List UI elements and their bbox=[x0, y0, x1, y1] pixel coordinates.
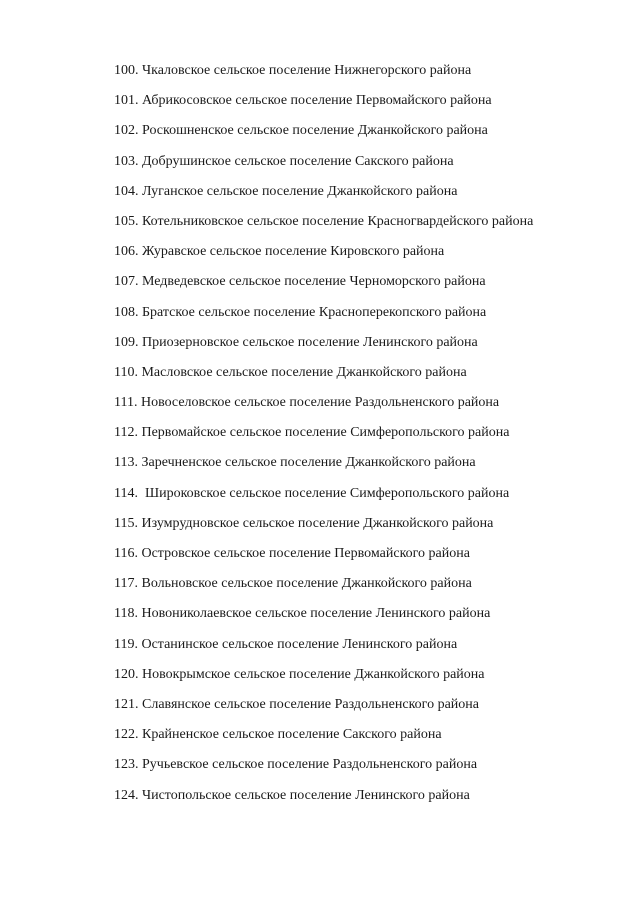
list-item: 117. Вольновское сельское поселение Джанкойского района bbox=[114, 576, 472, 592]
list-item: 113. Заречненское сельское поселение Джанкойского района bbox=[114, 455, 476, 471]
list-item: 110. Масловское сельское поселение Джанкойского района bbox=[114, 364, 467, 380]
list-item: 109. Приозерновское сельское поселение Ленинского района bbox=[114, 334, 478, 350]
list-item: 108. Братское сельское поселение Красноперекопского района bbox=[114, 304, 487, 320]
list-item: 122. Крайненское сельское поселение Сакского района bbox=[114, 727, 442, 743]
list-item: 114. Широковское сельское поселение Симферопольского района bbox=[114, 485, 510, 501]
list-item: 121. Славянское сельское поселение Раздольненского района bbox=[114, 696, 479, 712]
list-item: 106. Журавское сельское поселение Кировского района bbox=[114, 244, 445, 260]
list-item: 111. Новоселовское сельское поселение Раздольненского района bbox=[114, 395, 500, 411]
list-item: 107. Медведевское сельское поселение Черноморского района bbox=[114, 274, 486, 290]
list-item: 112. Первомайское сельское поселение Симферопольского района bbox=[114, 425, 510, 441]
list-item: 123. Ручьевское сельское поселение Раздольненского района bbox=[114, 757, 478, 773]
list-item: 103. Добрушинское сельское поселение Сакского района bbox=[114, 153, 454, 169]
list-item: 102. Роскошненское сельское поселение Джанкойского района bbox=[114, 123, 488, 139]
list-item: 100. Чкаловское сельское поселение Нижнегорского района bbox=[114, 63, 472, 78]
list-item: 101. Абрикосовское сельское поселение Первомайского района bbox=[114, 93, 492, 109]
list-item: 105. Котельниковское сельское поселение Красногвардейского района bbox=[114, 213, 534, 229]
list-item: 118. Новониколаевское сельское поселение Ленинского района bbox=[114, 606, 491, 622]
list-item: 119. Останинское сельское поселение Ленинского района bbox=[114, 636, 458, 652]
list-item: 104. Луганское сельское поселение Джанкойского района bbox=[114, 183, 458, 199]
list-item: 120. Новокрымское сельское поселение Джанкойского района bbox=[114, 666, 485, 682]
list-item: 116. Островское сельское поселение Первомайского района bbox=[114, 546, 470, 561]
list-item: 124. Чистопольское сельское поселение Ленинского района bbox=[114, 787, 470, 803]
settlement-list bbox=[114, 60, 533, 815]
list-item: 115. Изумрудновское сельское поселение Джанкойского района bbox=[114, 515, 494, 531]
